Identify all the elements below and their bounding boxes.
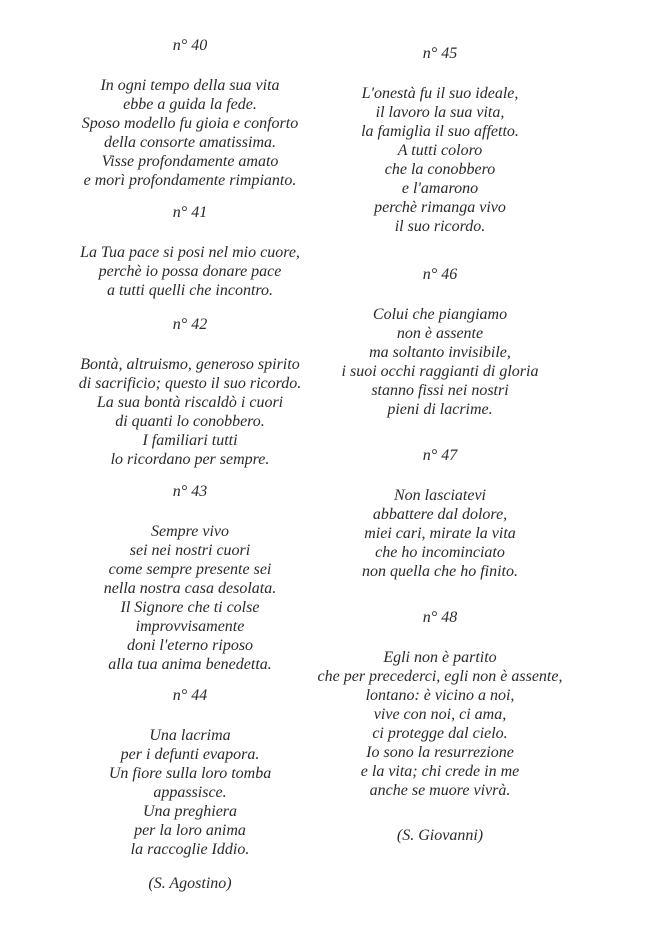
verse-line: doni l'eterno riposo <box>126 637 254 654</box>
epitaph-number: n° 45 <box>422 45 458 62</box>
verse-line: sei nei nostri cuori <box>129 542 251 559</box>
verse-line: improvvisamente <box>135 618 245 635</box>
verse-line: il suo ricordo. <box>394 218 486 235</box>
attribution-agostino: (S. Agostino) <box>148 875 232 892</box>
verse-line: A tutti coloro <box>397 142 483 159</box>
epitaph-text <box>290 305 590 419</box>
verse-line: In ogni tempo della sua vita <box>100 77 280 94</box>
verse-line: come sempre presente sei <box>108 561 272 578</box>
epitaph-number: n° 48 <box>422 609 458 626</box>
epitaph-46 <box>290 265 590 419</box>
verse-line: stanno fissi nei nostri <box>371 382 509 399</box>
verse-line: miei cari, mirate la vita <box>364 525 516 542</box>
verse-line: Non lasciatevi <box>394 487 486 504</box>
verse-line: non quella che ho finito. <box>362 563 518 580</box>
verse-line: ma soltanto invisibile, <box>369 344 511 361</box>
epitaph-text <box>290 648 590 800</box>
epitaph-number: n° 47 <box>422 447 458 464</box>
epitaph-number: n° 41 <box>172 204 208 221</box>
verse-line: e l'amarono <box>401 180 479 197</box>
verse-line: che la conobbero <box>384 161 496 178</box>
attribution-giovanni: (S. Giovanni) <box>396 827 484 844</box>
verse-line: Una lacrima <box>149 727 231 744</box>
verse-line: perchè io possa donare pace <box>98 263 282 280</box>
verse-line: alla tua anima benedetta. <box>108 656 272 673</box>
verse-line: Una preghiera <box>142 803 238 820</box>
verse-line: i suoi occhi raggianti di gloria <box>341 363 539 380</box>
verse-line: lontano: è vicino a noi, <box>365 687 515 704</box>
verse-line: La sua bontà riscaldò i cuori <box>96 394 284 411</box>
verse-line: pieni di lacrime. <box>387 401 493 418</box>
verse-line: per la loro anima <box>134 822 246 839</box>
verse-line: e la vita; chi crede in me <box>360 763 520 780</box>
verse-line: Sempre vivo <box>150 523 230 540</box>
verse-line: lo ricordano per sempre. <box>110 451 270 468</box>
epitaph-48 <box>290 608 590 800</box>
epitaph-number: n° 44 <box>172 687 208 704</box>
verse-line: Colui che piangiamo <box>372 306 508 323</box>
epitaph-number: n° 43 <box>172 483 208 500</box>
verse-line: Visse profondamente amato <box>101 153 279 170</box>
verse-line: Bontà, altruismo, generoso spirito <box>80 356 300 373</box>
verse-line: anche se muore vivrà. <box>369 782 511 799</box>
verse-line: nella nostra casa desolata. <box>103 580 277 597</box>
verse-line: L'onestà fu il suo ideale, <box>361 85 519 102</box>
epitaph-text <box>290 84 590 236</box>
verse-line: Egli non è partito <box>383 649 497 666</box>
verse-line: di quanti lo conobbero. <box>115 413 265 430</box>
verse-line: I familiari tutti <box>142 432 238 449</box>
epitaph-number: n° 40 <box>172 37 208 54</box>
verse-line: la raccoglie Iddio. <box>130 841 250 858</box>
verse-line: appassisce. <box>153 784 227 801</box>
epitaph-text <box>290 486 590 581</box>
verse-line: ebbe a guida la fede. <box>123 96 257 113</box>
verse-line: Un fiore sulla loro tomba <box>108 765 272 782</box>
epitaph-number: n° 42 <box>172 316 208 333</box>
verse-line: Sposo modello fu gioia e conforto <box>81 115 299 132</box>
epitaph-47 <box>290 446 590 581</box>
verse-line: ci protegge dal cielo. <box>372 725 508 742</box>
verse-line: che per precederci, egli non è assente, <box>317 668 563 685</box>
verse-line: Il Signore che ti colse <box>120 599 260 616</box>
verse-line: e morì profondamente rimpianto. <box>83 172 297 189</box>
verse-line: abbattere dal dolore, <box>372 506 508 523</box>
verse-line: della consorte amatissima. <box>104 134 276 151</box>
verse-line: non è assente <box>396 325 484 342</box>
verse-line: che ho incominciato <box>375 544 505 561</box>
verse-line: vive con noi, ci ama, <box>373 706 507 723</box>
verse-line: la famiglia il suo affetto. <box>361 123 519 140</box>
verse-line: il lavoro la sua vita, <box>375 104 505 121</box>
verse-line: per i defunti evapora. <box>120 746 260 763</box>
epitaph-45 <box>290 44 590 236</box>
verse-line: Io sono la resurrezione <box>366 744 514 761</box>
epitaph-number: n° 46 <box>422 266 458 283</box>
verse-line: perchè rimanga vivo <box>374 199 506 216</box>
verse-line: a tutti quelli che incontro. <box>106 282 274 299</box>
verse-line: di sacrificio; questo il suo ricordo. <box>78 375 302 392</box>
verse-line: La Tua pace si posi nel mio cuore, <box>80 244 300 261</box>
